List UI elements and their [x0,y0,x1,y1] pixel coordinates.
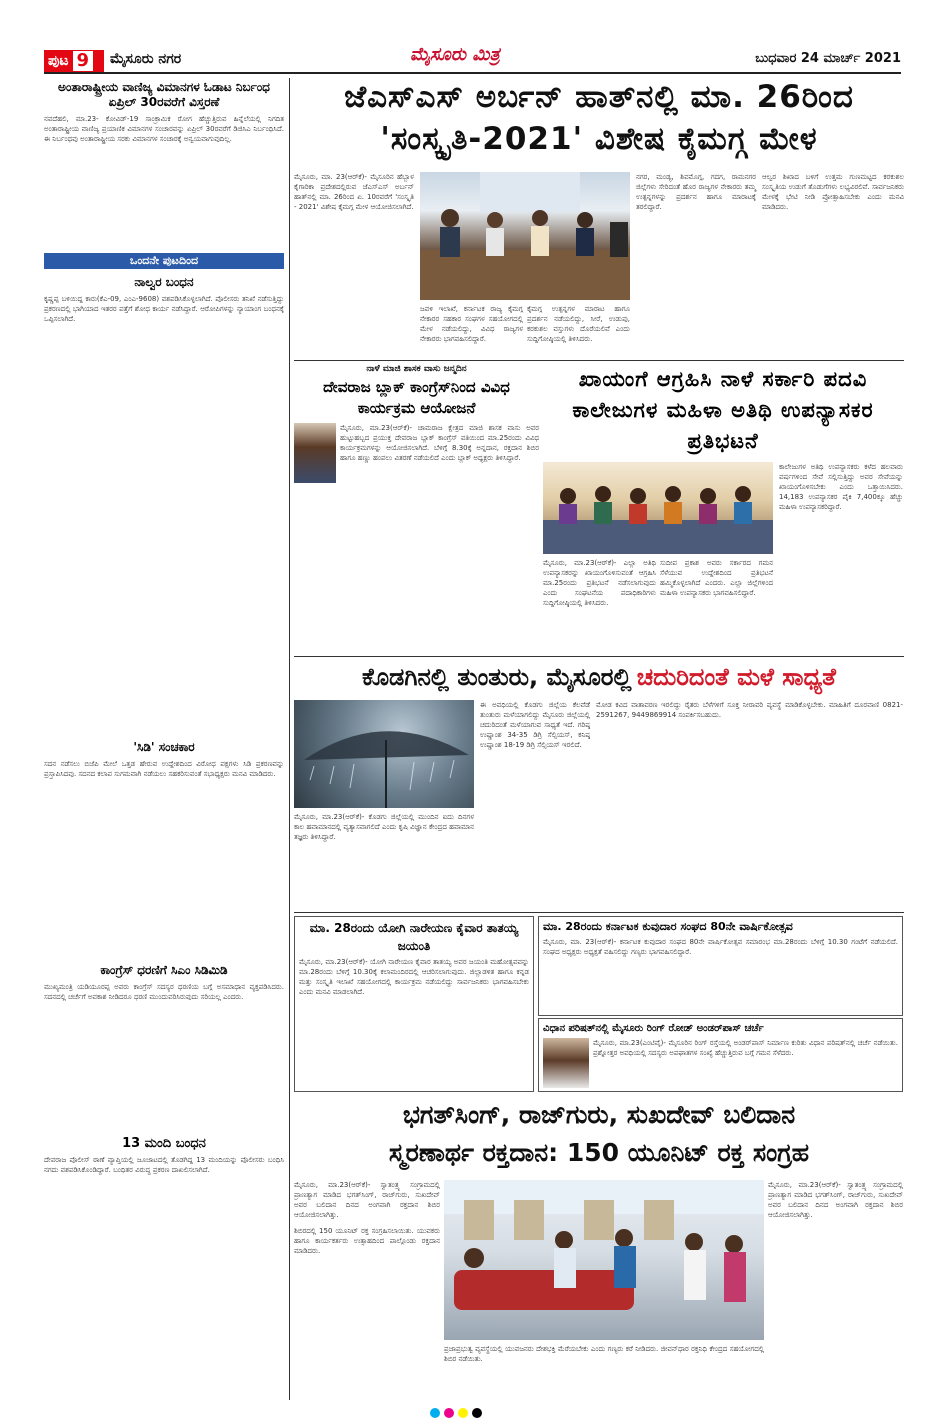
blood-column-a [294,1180,443,1395]
article-cm: ಮುಖ್ಯಮಂತ್ರಿ ಯಡಿಯೂರಪ್ಪ ಅವರು ಕಾಂಗ್ರೆಸ್ ಸದಸ್ಯರ ಧರಣಿಯ ಬಗ್ಗೆ ಅಸಮಾಧಾನ ವ್ಯಕ್ತಪಡಿಸಿದರು. ಸದನದಲ್ಲಿ ಚರ್ಚೆಗೆ ಅವಕಾಶ ನೀಡಿದರೂ ಧರಣಿ ಮುಂದುವರಿಸಿರುವುದು ಸರಿಯಲ್ಲ ಎಂದರು. [44,983,287,1001]
ring-road-body: ಮೈಸೂರು, ಮಾ.23(ಎಂಟಿವೈ)- ಮೈಸೂರಿನ ರಿಂಗ್ ರಸ್ತೆಯಲ್ಲಿ ಅಂಡರ್‌ಪಾಸ್ ನಿರ್ಮಾಣ ಕುರಿತು ವಿಧಾನ ಪರಿಷತ್‌ನಲ್ಲಿ ಚರ್ಚೆ ನಡೆಯಿತು. ಪ್ರಶ್ನೋತ್ತರ ಅವಧಿಯಲ್ಲಿ ಸದಸ್ಯರು ಅಪಘಾತಗಳ ಸಂಖ್ಯೆ ಹೆಚ್ಚುತ್ತಿರುವ ಬಗ್ಗೆ ಗಮನ ಸೆಳೆದರು. [593,1039,901,1057]
lead-body-e: ಆಲ್ವರ ಶಿಖಾದ ಬಳಿಗೆ ಉತ್ತಮ ಗುಣಮಟ್ಟದ ಕರಕುಶಲ ಸಂಸ್ಕೃತಿಯ ಉಡುಗೆ ತೊಡುಗೆಗಳು ಲಭ್ಯವಿರಲಿವೆ. ಸಾರ್ವಜನಿಕರು ಮೇಳಕ್ಕೆ ಭೇಟಿ ನೀಡಿ ಪ್ರೋತ್ಸಾಹಿಸಬೇಕು ಎಂದು ಮನವಿ ಮಾಡಿದರು. [762,173,907,211]
registration-dot-cyan [430,1408,440,1418]
rain-headline-accent: ಚದುರಿದಂತೆ ಮಳೆ ಸಾಧ್ಯತೆ [636,663,836,691]
lecturers-photo [543,462,773,554]
blood-column-c [444,1344,767,1396]
paper-logo: ಮೈಸೂರು ಮಿತ್ರ [410,44,500,65]
lower-rule [294,912,904,913]
rain-body-a: ಈ ಅವಧಿಯಲ್ಲಿ ಕೊಡಗು ಜಿಲ್ಲೆಯ ಕೆಲವೆಡೆ ತುಂತುರು ಮಳೆಯಾಗಲಿದ್ದು ಮೈಸೂರು ಜಿಲ್ಲೆಯಲ್ಲಿ ಚದುರಿದಂತೆ ಮಳೆಯಾಗುವ ಸಾಧ್ಯತೆ ಇದೆ. ಗರಿಷ್ಠ ಉಷ್ಣಾಂಶ 34-35 ಡಿಗ್ರಿ ಸೆಲ್ಸಿಯಸ್, ಕನಿಷ್ಠ ಉಷ್ಣಾಂಶ 18-19 ಡಿಗ್ರಿ ಸೆಲ್ಸಿಯಸ್ ಇರಲಿದೆ. [480,701,593,749]
blood-headline-line2: ಸ್ಮರಣಾರ್ಥ ರಕ್ತದಾನ: 150 ಯೂನಿಟ್ ರಕ್ತ ಸಂಗ್ರಹ [388,1138,810,1167]
left-column [44,78,287,1400]
article-cd: ಸದನ ನಡೆಸಲು ಬಿಜೆಪಿ ಮೇಲೆ ಒತ್ತಡ ಹೇರುವ ಉದ್ದೇಶದಿಂದ ವಿರೋಧ ಪಕ್ಷಗಳು ಸಿಡಿ ಪ್ರಕರಣವನ್ನು ಪ್ರಸ್ತಾಪಿಸಿದವು. ಸದನದ ಕಲಾಪ ಸುಗಮವಾಗಿ ನಡೆಯಲು ಸಹಕರಿಸುವಂತೆ ಸಭಾಧ್ಯಕ್ಷರು ಮನವಿ ಮಾಡಿದರು. [44,760,287,778]
issue-date: ಬುಧವಾರ 24 ಮಾರ್ಚ್ 2021 [755,51,901,66]
lead-column-5 [762,172,907,352]
article-flight-ban: ನವದೆಹಲಿ, ಮಾ.23- ಕೋವಿಡ್-19 ಸಾಂಕ್ರಾಮಿಕ ರೋಗ ಹೆಚ್ಚುತ್ತಿರುವ ಹಿನ್ನೆಲೆಯಲ್ಲಿ ನಿಗದಿತ ಅಂತಾರಾಷ್ಟ್ರೀಯ ವಾಣಿಜ್ಯ ಪ್ರಯಾಣಿಕ ವಿಮಾನಗಳ ಸಂಚಾರವನ್ನು ಏಪ್ರಿಲ್ 30ರವರೆಗೆ ಡಿಜಿಸಿಎ ನಿರ್ಬಂಧಿಸಿದೆ. ಈ ನಿರ್ಬಂಧವು ಅಂತಾರಾಷ್ಟ್ರೀಯ ಸರಕು ವಿಮಾನಗಳ ಸಂಚಾರಕ್ಕೆ ಅನ್ವಯವಾಗುವುದಿಲ್ಲ. [44,115,287,143]
page-number-badge [44,50,104,72]
yogi-headline: ಮಾ. 28ರಂದು ಯೋಗಿ ನಾರೇಯಣ ಕೈವಾರ ತಾತಯ್ಯ ಜಯಂತಿ [309,921,519,953]
headline-13-arrested: 13 ಮಂದಿ ಬಂಧನ [122,1136,206,1151]
blood-body-b: ಶಿಬಿರದಲ್ಲಿ 150 ಯೂನಿಟ್ ರಕ್ತ ಸಂಗ್ರಹಿಸಲಾಯಿತು. ಯುವಕರು ಹಾಗೂ ಕಾರ್ಯಕರ್ತರು ಉತ್ಸಾಹದಿಂದ ಪಾಲ್ಗೊಂಡು ರಕ್ತದಾನ ಮಾಡಿದರು. [294,1227,443,1255]
blood-headline-line1: ಭಗತ್‌ಸಿಂಗ್, ರಾಜ್‌ಗುರು, ಸುಖದೇವ್ ಬಲಿದಾನ [402,1100,796,1129]
lecturers-column-b [543,558,659,652]
lead-body-d: ನಗರ, ಮಂಡ್ಯ, ಶಿವಮೊಗ್ಗ, ಗದಗ, ರಾಮನಗರ ಜಿಲ್ಲೆಗಳು ಸೇರಿದಂತೆ ಹೊರ ರಾಜ್ಯಗಳ ನೇಕಾರರು ತಮ್ಮ ಉತ್ಪನ್ನಗಳನ್ನು ಪ್ರದರ್ಶನ ಹಾಗೂ ಮಾರಾಟಕ್ಕೆ ತರಲಿದ್ದಾರೆ. [636,173,759,211]
congress-story [294,364,542,554]
article-13-arrested: ದೇವರಾಜ ಪೊಲೀಸ್ ಠಾಣೆ ವ್ಯಾಪ್ತಿಯಲ್ಲಿ ಜೂಜಾಟದಲ್ಲಿ ತೊಡಗಿದ್ದ 13 ಮಂದಿಯನ್ನು ಪೊಲೀಸರು ಬಂಧಿಸಿ ನಗದು ವಶಪಡಿಸಿಕೊಂಡಿದ್ದಾರೆ. ಬಂಧಿತರ ವಿರುದ್ಧ ಪ್ರಕರಣ ದಾಖಲಿಸಲಾಗಿದೆ. [44,1156,287,1174]
lead-bottom-rule [294,360,904,361]
rain-headline [294,658,904,698]
rain-body-b: ಮೈಸೂರು, ಮಾ.23(ಆರ್‌ಕೆ)- ಕೊಡಗು ಜಿಲ್ಲೆಯಲ್ಲಿ ಮುಂದಿನ ಐದು ದಿನಗಳ ಕಾಲ ಹವಾಮಾನದಲ್ಲಿ ವ್ಯತ್ಯಾಸವಾಗಲಿದೆ ಎಂದು ಕೃಷಿ ವಿಜ್ಞಾನ ಕೇಂದ್ರದ ಹವಾಮಾನ ತಜ್ಞರು ತಿಳಿಸಿದ್ದಾರೆ. [294,813,477,841]
blood-donation-photo [444,1180,764,1340]
lead-column-4 [636,172,759,352]
blood-body-c: ಪ್ರಜಾಪ್ರಭುತ್ವ ವ್ಯವಸ್ಥೆಯಲ್ಲಿ ಯುವಜನರು ದೇಶಭಕ್ತಿ ಮೆರೆಯಬೇಕು ಎಂದು ಗಣ್ಯರು ಕರೆ ನೀಡಿದರು. ಜೀವನ್‌ಧಾರ ರಕ್ತನಿಧಿ ಕೇಂದ್ರದ ಸಹಯೋಗದಲ್ಲಿ ಶಿಬಿರ ನಡೆಯಿತು. [444,1345,767,1363]
registration-dot-yellow [458,1408,468,1418]
lecturers-body-c: ಸುದೀಪ ಪ್ರಕಾಶ ಅವರು ಸರ್ಕಾರದ ಗಮನ ಸೆಳೆಯುವ ಉದ್ದೇಶದಿಂದ ಪ್ರತಿಭಟನೆ ಹಮ್ಮಿಕೊಳ್ಳಲಾಗಿದೆ ಎಂದರು. ಎಲ್ಲಾ ಜಿಲ್ಲೆಗಳಿಂದ ಮಹಿಳಾ ಉಪನ್ಯಾಸಕರು ಭಾಗವಹಿಸಲಿದ್ದಾರೆ. [660,559,776,597]
blood-donation-illustration [444,1180,764,1340]
headline-arrest: ನಾಲ್ವರ ಬಂಧನ [134,275,194,289]
lecturers-headline-block [543,364,903,460]
article-arrest: ಕೃಷ್ಣಪ್ಪ ಬಳಿಯಿದ್ದ ಕಾರು(ಕೆಎ-09, ಎಂಎ-9608) ವಶಪಡಿಸಿಕೊಳ್ಳಲಾಗಿದೆ. ಪೊಲೀಸರು ತನಿಖೆ ನಡೆಸುತ್ತಿದ್ದು ಪ್ರಕರಣದಲ್ಲಿ ಭಾಗಿಯಾದ ಇತರರ ಪತ್ತೆಗೆ ಶೋಧ ಕಾರ್ಯ ನಡೆಸಿದ್ದಾರೆ. ಆರೋಪಿಗಳನ್ನು ನ್ಯಾಯಾಂಗ ಬಂಧನಕ್ಕೆ ಒಪ್ಪಿಸಲಾಗಿದೆ. [44,295,287,323]
umbrella-illustration [294,700,474,808]
rain-headline-part1: ಕೊಡಗಿನಲ್ಲಿ ತುಂತುರು, ಮೈಸೂರಲ್ಲಿ [361,663,632,691]
lecturers-headline: ಖಾಯಂಗೆ ಆಗ್ರಹಿಸಿ ನಾಳೆ ಸರ್ಕಾರಿ ಪದವಿ ಕಾಲೇಜುಗಳ ಮಹಿಳಾ ಅತಿಥಿ ಉಪನ್ಯಾಸಕರ ಪ್ರತಿಭಟನೆ [572,367,874,453]
congress-headline: ದೇವರಾಜ ಬ್ಲಾಕ್ ಕಾಂಗ್ರೆಸ್‌ನಿಂದ ವಿವಿಧ ಕಾರ್ಯಕ್ರಮ ಆಯೋಜನೆ [323,378,510,417]
headline-cd: 'ಸಿಡಿ' ಸಂಚಕಾರ [133,740,195,754]
lecturers-body-b: ಮೈಸೂರು, ಮಾ.23(ಆರ್‌ಕೆ)- ಎಲ್ಲಾ ಅತಿಥಿ ಉಪನ್ಯಾಸಕರನ್ನು ಖಾಯಂಗೊಳಿಸುವಂತೆ ಆಗ್ರಹಿಸಿ ಮಾ.25ರಂದು ಪ್ರತಿಭಟನೆ ನಡೆಸಲಾಗುವುದು ಎಂದು ಸಂಘಟನೆಯ ಪದಾಧಿಕಾರಿಗಳು ಸುದ್ದಿಗೋಷ್ಠಿಯಲ್ಲಿ ತಿಳಿಸಿದರು. [543,559,659,607]
registration-dot-black [472,1408,482,1418]
lecturers-column-c [660,558,776,652]
rain-umbrella-photo [294,700,474,808]
blood-column-d [768,1180,906,1395]
portrait-councillor [543,1038,589,1088]
ring-road-story-box [538,1018,903,1092]
page-label: ಪುಟ [48,53,69,69]
lecturers-body-a: ಕಾಲೇಜುಗಳ ಅತಿಥಿ ಉಪನ್ಯಾಸಕರು ಕಳೆದ ಹಲವಾರು ವರ್ಷಗಳಿಂದ ಸೇವೆ ಸಲ್ಲಿಸುತ್ತಿದ್ದು ಅವರ ಸೇವೆಯನ್ನು ಖಾಯಂಗೊಳಿಸಬೇಕು ಎಂದು ಒತ್ತಾಯಿಸಿದರು. 14,183 ಉಪನ್ಯಾಸಕರ ಪೈಕಿ 7,400ಕ್ಕೂ ಹೆಚ್ಚು ಮಹಿಳಾ ಉಪನ್ಯಾಸಕರಿದ್ದಾರೆ. [779,463,906,511]
blood-body-a: ಮೈಸೂರು, ಮಾ.23(ಆರ್‌ಕೆ)- ಸ್ವಾತಂತ್ರ್ಯ ಸಂಗ್ರಾಮದಲ್ಲಿ ಪ್ರಾಣತ್ಯಾಗ ಮಾಡಿದ ಭಗತ್‌ಸಿಂಗ್, ರಾಜ್‌ಗುರು, ಸುಖದೇವ್ ಅವರ ಬಲಿದಾನ ದಿನದ ಅಂಗವಾಗಿ ರಕ್ತದಾನ ಶಿಬಿರ ಆಯೋಜಿಸಲಾಗಿತ್ತು. [294,1181,443,1219]
lead-column-2 [420,304,526,356]
headline-cm: ಕಾಂಗ್ರೆಸ್ ಧರಣಿಗೆ ಸಿಎಂ ಸಿಡಿಮಿಡಿ [100,963,228,977]
lecturers-illustration [543,462,773,554]
congress-kicker: ನಾಳೆ ಮಾಜಿ ಶಾಸಕ ವಾಸು ಜನ್ಮದಿನ [366,364,467,374]
section-name: ಮೈಸೂರು ನಗರ [110,51,182,67]
blood-headline-block [294,1096,904,1176]
ring-road-headline: ವಿಧಾನ ಪರಿಷತ್‌ನಲ್ಲಿ ಮೈಸೂರು ರಿಂಗ್ ರೋಡ್ ಅಂಡರ್‌ಪಾಸ್ ಚರ್ಚೆ [543,1023,764,1034]
column-divider [289,78,290,1400]
rain-column-a [480,700,593,860]
lead-body-a: ಮೈಸೂರು, ಮಾ. 23(ಆರ್‌ಕೆ)- ಮೈಸೂರಿನ ಹೆಬ್ಬಾಳ ಕೈಗಾರಿಕಾ ಪ್ರದೇಶದಲ್ಲಿರುವ ಜೆಎಸ್‌ಎಸ್ ಅರ್ಬನ್ ಹಾತ್‌ನಲ್ಲಿ ಮಾ. 26ರಿಂದ ಏ. 10ರವರೆಗೆ 'ಸಂಸ್ಕೃತಿ - 2021' ವಿಶೇಷ ಕೈಮಗ್ಗ ಮೇಳ ಆಯೋಜಿಸಲಾಗಿದೆ. [294,173,417,211]
rain-column-c [596,700,903,910]
handloom-press-photo [420,172,630,300]
press-meet-illustration [420,172,630,300]
rain-column-b [294,812,477,912]
continued-bar: ಒಂದನೇ ಪುಟದಿಂದ [44,253,284,269]
masthead-rule [44,72,901,74]
lead-headline-line1: ಜೆಎಸ್ಎಸ್ ಅರ್ಬನ್ ಹಾತ್‌ನಲ್ಲಿ ಮಾ. 26ರಿಂದ [344,79,854,115]
yogi-story-box [294,916,534,1092]
lecturers-column-a [779,462,906,652]
lead-body-c: ಕೈಮಗ್ಗ ಉತ್ಪನ್ನಗಳ ಮಾರಾಟ ಹಾಗೂ ಪ್ರದರ್ಶನ ನಡೆಯಲಿದ್ದು, ಸೀರೆ, ಉಡುಪು, ಕರಕುಶಲ ವಸ್ತುಗಳು ದೊರೆಯಲಿವೆ ಎಂದು ಸುದ್ದಿಗೋಷ್ಠಿಯಲ್ಲಿ ತಿಳಿಸಿದರು. [527,305,633,343]
lead-headline-block [294,76,904,168]
page-number: 9 [73,51,94,71]
lead-body-b: ಜವಳಿ ಇಲಾಖೆ, ಕರ್ನಾಟಕ ರಾಜ್ಯ ಕೈಮಗ್ಗ ನೇಕಾರರ ಸಹಕಾರ ಸಂಘಗಳ ಸಹಯೋಗದಲ್ಲಿ ಮೇಳ ನಡೆಯಲಿದ್ದು, ವಿವಿಧ ರಾಜ್ಯಗಳ ನೇಕಾರರು ಭಾಗವಹಿಸಲಿದ್ದಾರೆ. [420,305,526,343]
yogi-body: ಮೈಸೂರು, ಮಾ.23(ಆರ್‌ಕೆ)- ಯೋಗಿ ನಾರೇಯಣ ಕೈವಾರ ತಾತಯ್ಯ ಅವರ ಜಯಂತಿ ಮಹೋತ್ಸವವನ್ನು ಮಾ.28ರಂದು ಬೆಳಿಗ್ಗೆ 10.30ಕ್ಕೆ ಕಲಾಮಂದಿರದಲ್ಲಿ ಆಚರಿಸಲಾಗುವುದು. ಜಿಲ್ಲಾಡಳಿತ ಹಾಗೂ ಕನ್ನಡ ಮತ್ತು ಸಂಸ್ಕೃತಿ ಇಲಾಖೆ ಸಹಯೋಗದಲ್ಲಿ ಕಾರ್ಯಕ್ರಮ ನಡೆಯಲಿದ್ದು ಸಾರ್ವಜನಿಕರು ಭಾಗವಹಿಸಬೇಕು ಎಂದು ಮನವಿ ಮಾಡಲಾಗಿದೆ. [299,958,532,996]
rain-body-c: ಮೋಡ ಕವಿದ ವಾತಾವರಣ ಇರಲಿದ್ದು ರೈತರು ಬೆಳೆಗಳಿಗೆ ಸೂಕ್ತ ನೀರಾವರಿ ವ್ಯವಸ್ಥೆ ಮಾಡಿಕೊಳ್ಳಬೇಕು. ಮಾಹಿತಿಗೆ ದೂರವಾಣಿ 0821-2591267, 9449869914 ಸಂಪರ್ಕಿಸಬಹುದು. [596,701,903,719]
rain-top-rule [294,656,904,657]
headline-flight-ban: ಅಂತಾರಾಷ್ಟ್ರೀಯ ವಾಣಿಜ್ಯ ವಿಮಾನಗಳ ಓಡಾಟ ನಿರ್ಬಂಧ ಏಪ್ರಿಲ್ 30ರವರೆಗೆ ವಿಸ್ತರಣೆ [58,80,270,109]
kuvudara-story-box [538,916,903,1016]
kuvudara-body: ಮೈಸೂರು, ಮಾ. 23(ಆರ್‌ಕೆ)- ಕರ್ನಾಟಕ ಕುವುದಾರ ಸಂಘದ 80ನೇ ವಾರ್ಷಿಕೋತ್ಸವ ಸಮಾರಂಭ ಮಾ.28ರಂದು ಬೆಳಿಗ್ಗೆ 10.30 ಗಂಟೆಗೆ ನಡೆಯಲಿದೆ. ಸಂಘದ ಅಧ್ಯಕ್ಷರು ಅಧ್ಯಕ್ಷತೆ ವಹಿಸಲಿದ್ದು ಗಣ್ಯರು ಭಾಗವಹಿಸಲಿದ್ದಾರೆ. [543,938,901,956]
registration-dot-magenta [444,1408,454,1418]
lead-headline-line2: 'ಸಂಸ್ಕೃತಿ-2021' ವಿಶೇಷ ಕೈಮಗ್ಗ ಮೇಳ [380,121,818,157]
blood-body-c-continued: ಮೈಸೂರು, ಮಾ.23(ಆರ್‌ಕೆ)- ಸ್ವಾತಂತ್ರ್ಯ ಸಂಗ್ರಾಮದಲ್ಲಿ ಪ್ರಾಣತ್ಯಾಗ ಮಾಡಿದ ಭಗತ್‌ಸಿಂಗ್, ರಾಜ್‌ಗುರು, ಸುಖದೇವ್ ಅವರ ಬಲಿದಾನ ದಿನದ ಅಂಗವಾಗಿ ರಕ್ತದಾನ ಶಿಬಿರ ಆಯೋಜಿಸಲಾಗಿತ್ತು. [768,1181,906,1219]
masthead [0,0,945,74]
congress-body: ಮೈಸೂರು, ಮಾ.23(ಆರ್‌ಕೆ)- ಚಾಮರಾಜ ಕ್ಷೇತ್ರದ ಮಾಜಿ ಶಾಸಕ ವಾಸು ಅವರ ಹುಟ್ಟುಹಬ್ಬದ ಪ್ರಯುಕ್ತ ದೇವರಾಜ ಬ್ಲಾಕ್ ಕಾಂಗ್ರೆಸ್ ವತಿಯಿಂದ ಮಾ.25ರಂದು ವಿವಿಧ ಕಾರ್ಯಕ್ರಮಗಳನ್ನು ಆಯೋಜಿಸಲಾಗಿದೆ. ಬೆಳಿಗ್ಗೆ 8.30ಕ್ಕೆ ಅನ್ನದಾನ, ರಕ್ತದಾನ ಶಿಬಿರ ಹಾಗೂ ಹಣ್ಣು ಹಂಪಲು ವಿತರಣೆ ನಡೆಯಲಿದೆ ಎಂದು ಬ್ಲಾಕ್ ಅಧ್ಯಕ್ಷರು ತಿಳಿಸಿದ್ದಾರೆ. [340,424,542,462]
portrait-vasu [294,423,336,483]
lead-column-1 [294,172,417,352]
lead-column-3 [527,304,633,356]
kuvudara-headline: ಮಾ. 28ರಂದು ಕರ್ನಾಟಕ ಕುವುದಾರ ಸಂಘದ 80ನೇ ವಾರ್ಷಿಕೋತ್ಸವ [543,920,793,933]
